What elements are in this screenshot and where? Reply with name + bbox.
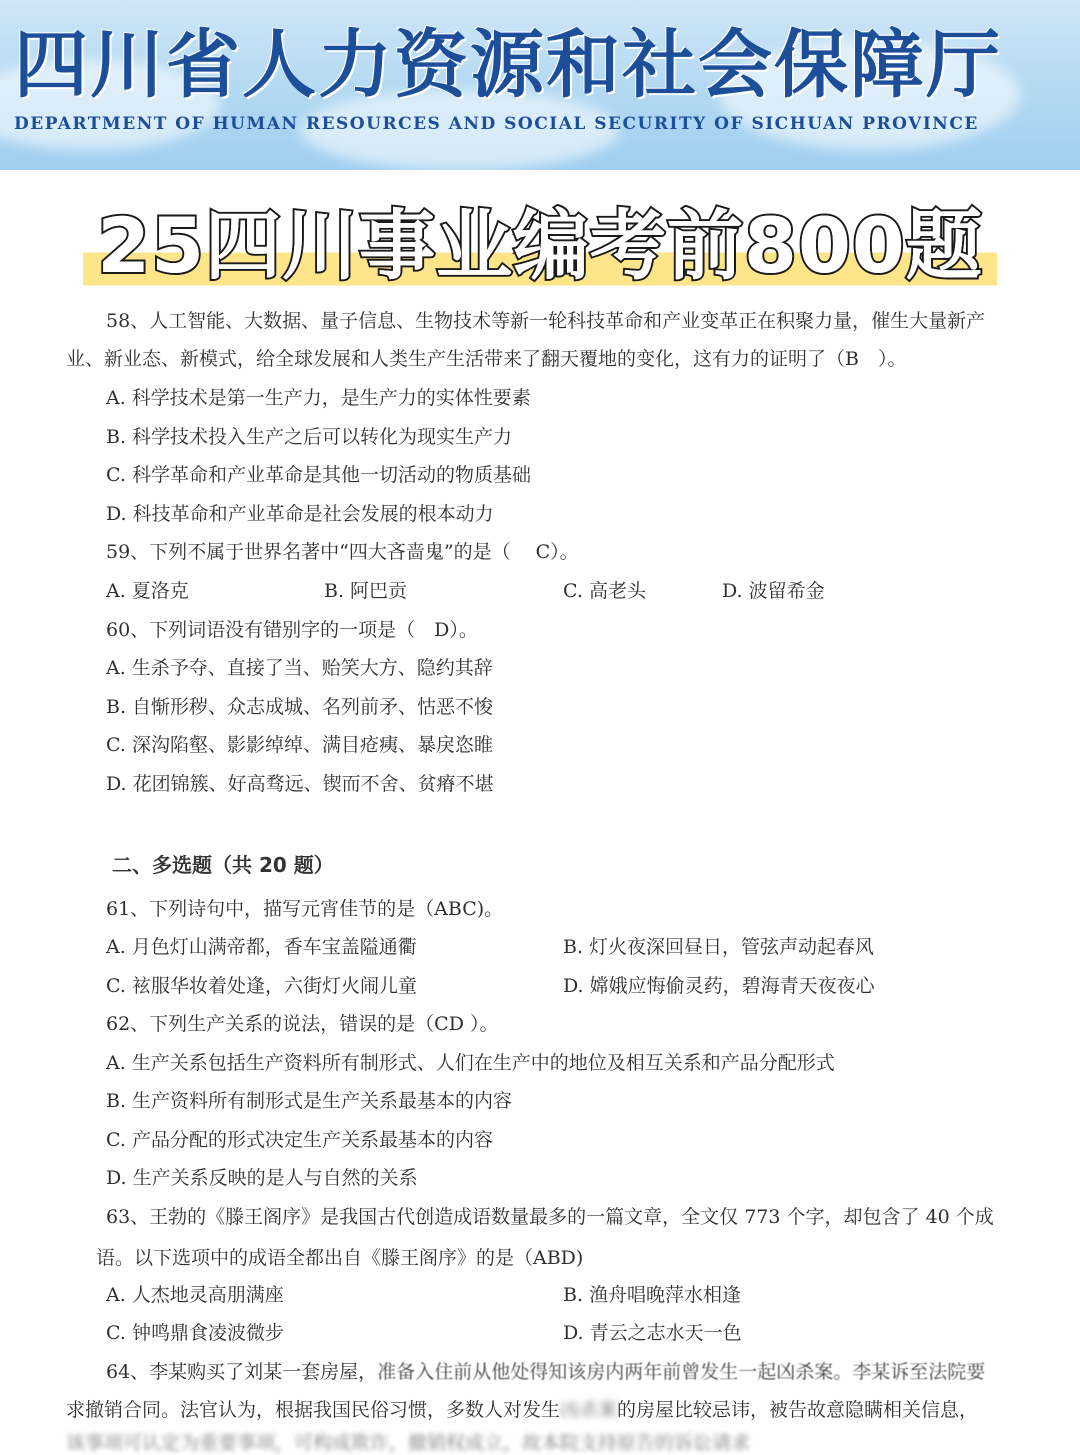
- question-60-option-c: C. 深沟陷壑、影影绰绰、满目疮痍、暴戾恣睢: [106, 734, 493, 756]
- question-61-option-b: B. 灯火夜深回昼日，管弦声动起春风: [563, 936, 875, 958]
- question-59-option-c: C. 高老头: [563, 580, 646, 602]
- question-63-option-a: A. 人杰地灵高朋满座: [106, 1284, 284, 1306]
- question-62-stem: 62、下列生产关系的说法，错误的是（CD ）。: [106, 1013, 499, 1035]
- question-62-option-d: D. 生产关系反映的是人与自然的关系: [106, 1167, 418, 1189]
- question-63-option-d: D. 青云之志水天一色: [563, 1322, 742, 1344]
- question-59-option-b: B. 阿巴贡: [324, 580, 408, 602]
- department-title: 四川省人力资源和社会保障厅: [14, 22, 1002, 108]
- question-58-option-d: D. 科技革命和产业革命是社会发展的根本动力: [106, 503, 494, 525]
- question-64-text: 64、李某购买了刘某一套房屋，: [106, 1361, 378, 1383]
- question-64-text: 求撤销合同。法官认为，根据我国民俗习惯，多数人对发生: [66, 1399, 561, 1421]
- question-63-option-c: C. 钟鸣鼎食凌波微步: [106, 1322, 284, 1344]
- question-62-option-c: C. 产品分配的形式决定生产关系最基本的内容: [106, 1129, 493, 1151]
- question-61-option-a: A. 月色灯山满帝都，香车宝盖隘通衢: [106, 936, 417, 958]
- header-banner: [0, 0, 1080, 170]
- question-60-option-d: D. 花团锦簇、好高骛远、锲而不舍、贫瘠不堪: [106, 773, 494, 795]
- question-58-option-b: B. 科学技术投入生产之后可以转化为现实生产力: [106, 426, 513, 448]
- question-61-option-d: D. 嫦娥应悔偷灵药，碧海青天夜夜心: [563, 975, 875, 997]
- question-64-text: 的房屋比较忌讳，被告故意隐瞒相关信息，: [617, 1399, 979, 1421]
- question-64-blurred-text: 凶杀案: [560, 1399, 618, 1421]
- question-63-stem-line2: 语。以下选项中的成语全都出自《滕王阁序》的是（ABD): [96, 1247, 584, 1269]
- question-58-stem-line1: 58、人工智能、大数据、量子信息、生物技术等新一轮科技革命和产业变革正在积聚力量，催生大量新产: [106, 310, 986, 332]
- question-62-option-a: A. 生产关系包括生产资料所有制形式、人们在生产中的地位及相互关系和产品分配形式: [106, 1052, 835, 1074]
- question-60-stem: 60、下列词语没有错别字的一项是（ D）。: [106, 619, 478, 641]
- question-60-option-a: A. 生杀予夺、直接了当、贻笑大方、隐约其辞: [106, 657, 493, 679]
- headline-text: 25四川事业编考前800题: [83, 185, 996, 294]
- question-61-stem: 61、下列诗句中，描写元宵佳节的是（ABC)。: [106, 898, 504, 920]
- question-58-option-c: C. 科学革命和产业革命是其他一切活动的物质基础: [106, 464, 531, 486]
- question-59-option-d: D. 波留希金: [722, 580, 825, 602]
- question-60-option-b: B. 自惭形秽、众志成城、名列前矛、怙恶不悛: [106, 696, 494, 718]
- question-58-option-a: A. 科学技术是第一生产力，是生产力的实体性要素: [106, 387, 531, 409]
- question-58-stem-line2: 业、新业态、新模式，给全球发展和人类生产生活带来了翻天覆地的变化，这有力的证明了（B ）。: [66, 348, 907, 370]
- question-64-text-faded: 准备入住前从他处得知该房内两年前曾发生一起凶杀案。李某诉至法院要: [377, 1361, 986, 1383]
- page-headline: [0, 185, 1080, 294]
- question-64-stem-line3-cut: 该事项可认定为重要事项，可构成欺诈，撤销权成立，故本院支持原告的诉讼请求: [66, 1432, 751, 1454]
- question-62-option-b: B. 生产资料所有制形式是生产关系最基本的内容: [106, 1090, 513, 1112]
- question-64-stem-line2: [66, 1395, 978, 1422]
- question-59-option-a: A. 夏洛克: [106, 580, 189, 602]
- department-subtitle: DEPARTMENT OF HUMAN RESOURCES AND SOCIAL SECURITY OF SICHUAN PROVINCE: [14, 114, 979, 134]
- section-heading-multiple-choice: 二、多选题（共 20 题）: [112, 853, 334, 877]
- question-61-option-c: C. 袨服华妆着处逢，六街灯火闹儿童: [106, 975, 417, 997]
- question-59-stem: 59、下列不属于世界名著中“四大吝啬鬼”的是（ C）。: [106, 541, 579, 563]
- question-63-stem-line1: 63、王勃的《滕王阁序》是我国古代创造成语数量最多的一篇文章，全文仅 773 个字，却包含了 40 个成: [106, 1206, 994, 1228]
- question-63-option-b: B. 渔舟唱晚萍水相逢: [563, 1284, 742, 1306]
- question-64-stem-line1: [106, 1357, 985, 1384]
